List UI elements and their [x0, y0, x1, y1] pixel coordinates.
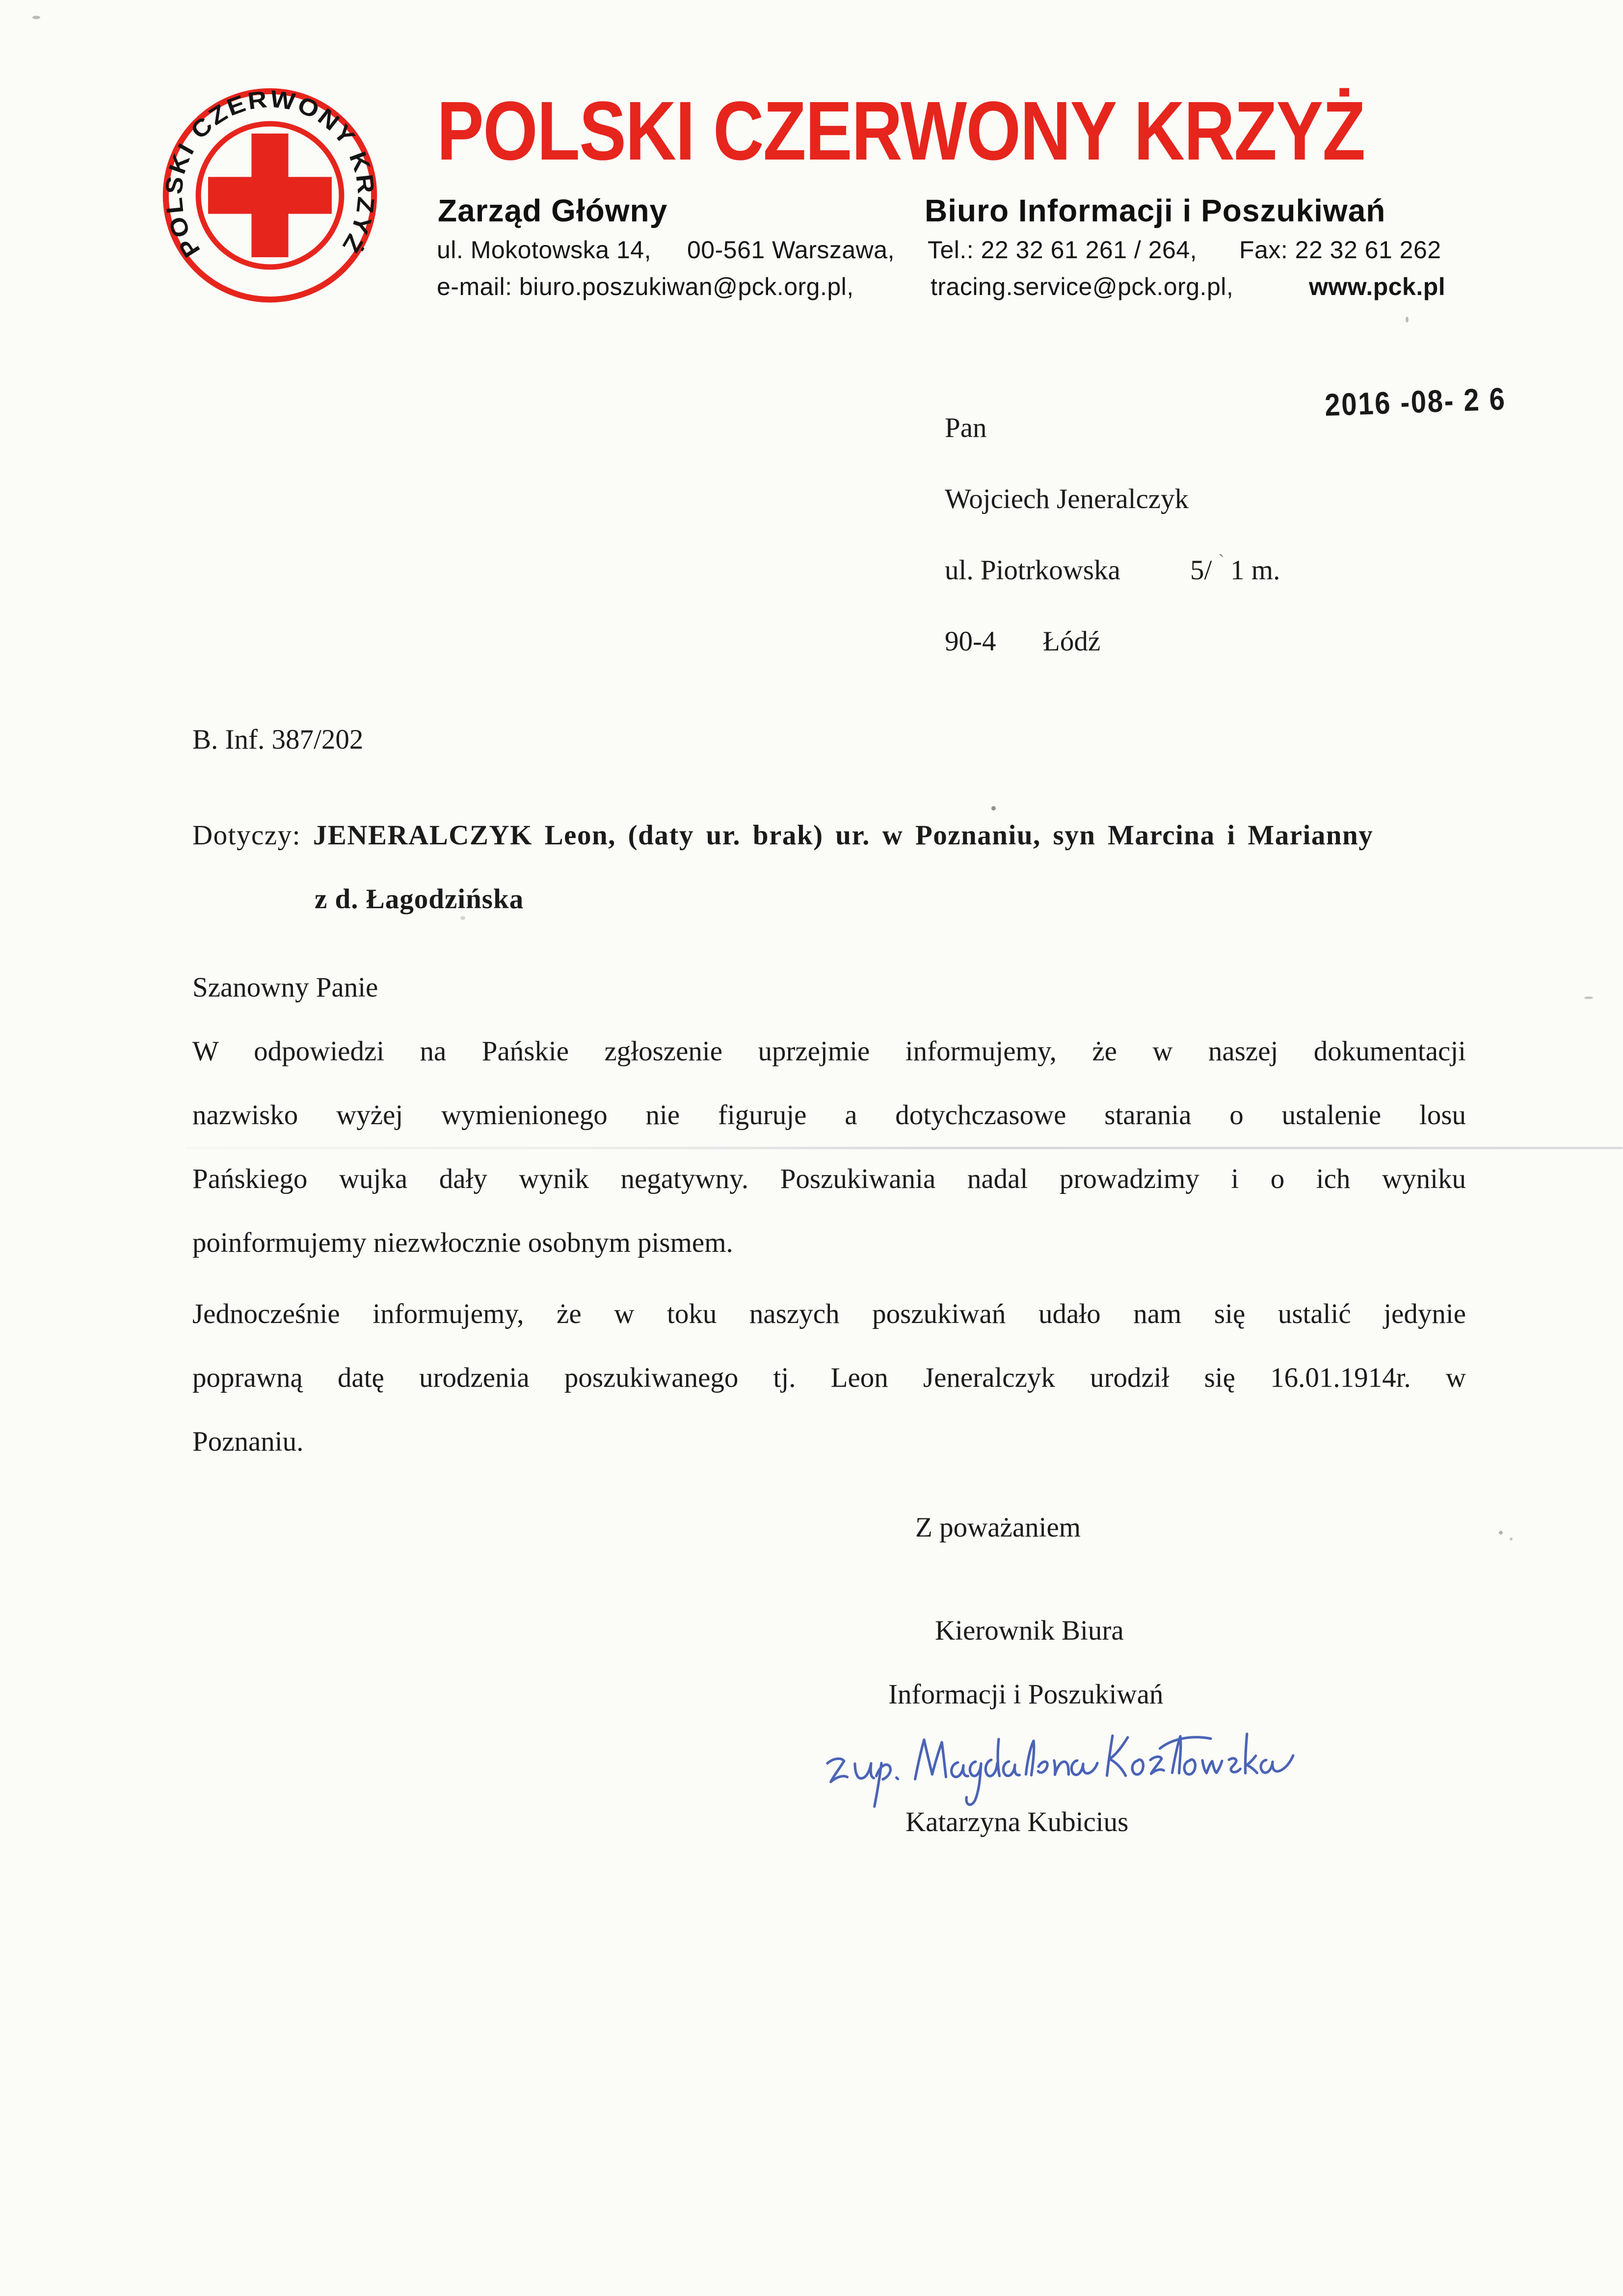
- letterhead-postal-city: 00-561 Warszawa,: [687, 236, 895, 264]
- scan-streak: [186, 1147, 1623, 1149]
- valediction: Z poważaniem: [915, 1512, 1081, 1543]
- recipient-name: Wojciech Jeneralczyk: [945, 484, 1189, 514]
- scan-speck: [1510, 1538, 1513, 1540]
- red-cross-emblem-icon: [161, 87, 378, 304]
- org-title: POLSKI CZERWONY KRZYŻ: [437, 84, 1365, 178]
- para2-line2: poprawną datę urodzenia poszukiwanego tj. Leon Jeneralczyk urodził się 16.01.1914r. w: [192, 1362, 1466, 1393]
- letterhead-tracing-email: tracing.service@pck.org.pl,: [931, 273, 1234, 300]
- scan-speck: [991, 806, 996, 810]
- reference-number: B. Inf. 387/202: [192, 724, 364, 755]
- scan-speck: [32, 16, 40, 19]
- date-stamp: 2016 -08- 2 6: [1324, 381, 1507, 423]
- signer-name: Katarzyna Kubicius: [905, 1807, 1129, 1837]
- para2-line1: Jednocześnie informujemy, że w toku naszych poszukiwań udało nam się ustalić jedynie: [192, 1298, 1466, 1329]
- para2-line3: Poznaniu.: [192, 1426, 304, 1457]
- para1-line3: Pańskiego wujka dały wynik negatywny. Poszukiwania nadal prowadzimy i o ich wyniku: [192, 1163, 1466, 1194]
- letterhead-website: www.pck.pl: [1309, 273, 1446, 300]
- recipient-postal-code: 90-4: [945, 626, 996, 657]
- scan-speck: [1499, 1531, 1503, 1535]
- logo-ring-text: POLSKI CZERWONY KRZYŻ: [161, 87, 378, 262]
- greeting: Szanowny Panie: [192, 972, 378, 1003]
- subject-label: Dotyczy:: [192, 820, 301, 851]
- signer-title-line2: Informacji i Poszukiwań: [888, 1679, 1164, 1710]
- para1-line2: nazwisko wyżej wymienionego nie figuruje a dotychczasowe starania o ustalenie losu: [192, 1100, 1466, 1131]
- pck-logo: [161, 87, 378, 304]
- subject-text-line1: JENERALCZYK Leon, (daty ur. brak) ur. w Poznaniu, syn Marcina i Marianny: [313, 820, 1374, 851]
- scan-speck: [460, 916, 465, 920]
- para1-line1: W odpowiedzi na Pańskie zgłoszenie uprzejmie informujemy, że w naszej dokumentacji: [192, 1036, 1466, 1067]
- recipient-street-no: 5/: [1190, 555, 1212, 586]
- letterhead-email: e-mail: biuro.poszukiwan@pck.org.pl,: [437, 273, 854, 300]
- scan-speck: [1406, 317, 1409, 323]
- recipient-salutation: Pan: [945, 412, 987, 443]
- subject-line: [192, 819, 1373, 851]
- letterhead-fax: Fax: 22 32 61 262: [1239, 236, 1441, 264]
- letterhead-phone: Tel.: 22 32 61 261 / 264,: [928, 236, 1197, 264]
- recipient-apartment: 1 m.: [1230, 555, 1280, 586]
- division-left: Zarząd Główny: [438, 193, 668, 228]
- scan-apostrophe-mark: `: [1218, 550, 1225, 572]
- signer-title-line1: Kierownik Biura: [935, 1615, 1124, 1646]
- recipient-city: Łódź: [1043, 626, 1101, 657]
- scan-speck: [1584, 997, 1593, 999]
- para1-line4: poinformujemy niezwłocznie osobnym pismem.: [192, 1227, 733, 1258]
- letterhead-street: ul. Mokotowska 14,: [437, 236, 651, 264]
- handwritten-signature: [818, 1704, 1301, 1822]
- recipient-street: ul. Piotrkowska: [945, 555, 1120, 586]
- subject-text-line2: z d. Łagodzińska: [315, 884, 524, 915]
- division-right: Biuro Informacji i Poszukiwań: [925, 193, 1386, 228]
